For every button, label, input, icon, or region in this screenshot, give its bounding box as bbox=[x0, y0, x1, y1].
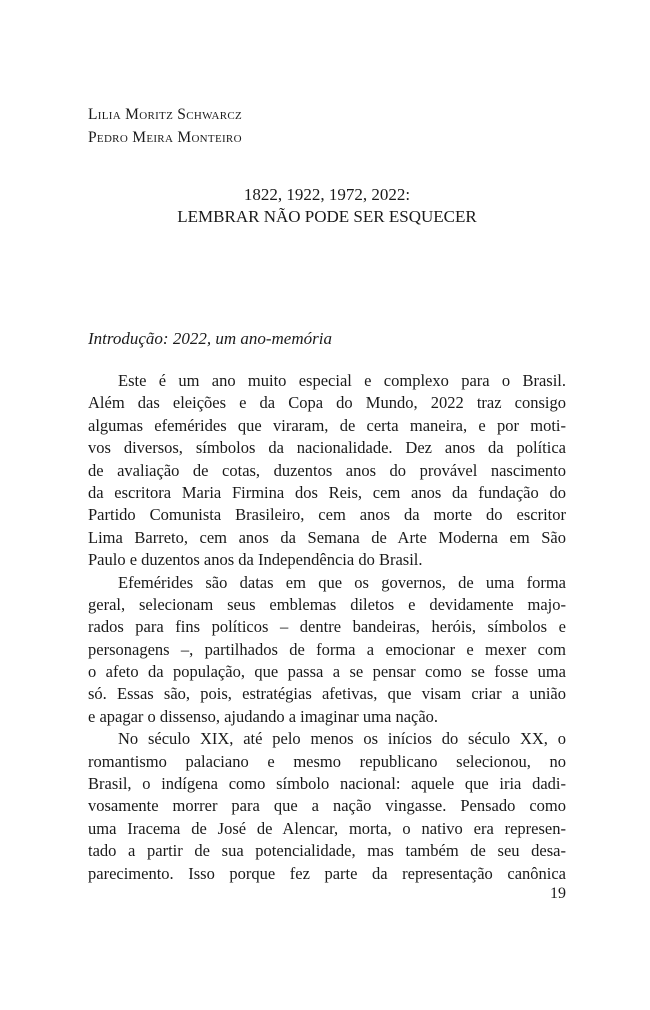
author-names bbox=[88, 103, 568, 149]
text-line: vos diversos, símbolos da nacionalidade. Dez anos da política bbox=[88, 438, 566, 458]
text-line: Lima Barreto, cem anos da Semana de Arte Moderna em São bbox=[88, 527, 566, 547]
author-name: Pedro Meira Monteiro bbox=[88, 129, 242, 146]
text-line: rados para fins políticos – dentre bandeiras, heróis, símbolos e bbox=[88, 617, 566, 637]
paragraph bbox=[88, 572, 566, 729]
paragraph bbox=[88, 728, 566, 885]
text-line: de avaliação de cotas, duzentos anos do provável nascimento bbox=[88, 460, 566, 480]
text-line: o afeto da população, que passa a se pensar como se fosse uma bbox=[88, 662, 566, 682]
text-line: só. Essas são, pois, estratégias afetivas, que visam criar a união bbox=[88, 684, 566, 704]
text-line: No século XIX, até pelo menos os inícios do século XX, o bbox=[118, 729, 566, 749]
text-line: e apagar o dissenso, ajudando a imaginar uma nação. bbox=[88, 706, 439, 726]
page-number: 19 bbox=[550, 885, 566, 902]
text-line: Brasil, o indígena como símbolo nacional: aquele que iria dadi- bbox=[88, 774, 566, 794]
paragraph bbox=[88, 370, 566, 572]
text-line: parecimento. Isso porque fez parte da representação canônica bbox=[88, 863, 566, 883]
text-line: da escritora Maria Firmina dos Reis, cem anos da fundação do bbox=[88, 482, 566, 502]
text-line: geral, selecionam seus emblemas diletos e devidamente majo- bbox=[88, 594, 566, 614]
text-line: Este é um ano muito especial e complexo para o Brasil. bbox=[118, 371, 566, 390]
body-text bbox=[88, 370, 566, 885]
text-line: Além das eleições e da Copa do Mundo, 2022 traz consigo bbox=[88, 393, 566, 413]
text-line: romantismo palaciano e mesmo republicano selecionou, no bbox=[88, 751, 566, 771]
chapter-title-line: LEMBRAR NÃO PODE SER ESQUECER bbox=[177, 207, 477, 226]
chapter-title bbox=[88, 184, 566, 228]
text-line: Paulo e duzentos anos da Independência do Brasil. bbox=[88, 550, 423, 570]
text-line: Efemérides são datas em que os governos, de uma forma bbox=[118, 572, 566, 592]
section-heading: Introdução: 2022, um ano-memória bbox=[88, 329, 332, 348]
text-line: Partido Comunista Brasileiro, cem anos da morte do escritor bbox=[88, 505, 566, 525]
text-line: tado a partir de sua potencialidade, mas também de seu desa- bbox=[88, 841, 566, 861]
text-line: uma Iracema de José de Alencar, morta, o nativo era represen- bbox=[88, 818, 566, 838]
text-line: personagens –, partilhados de forma a emocionar e mexer com bbox=[88, 639, 566, 659]
chapter-title-line: 1822, 1922, 1972, 2022: bbox=[243, 185, 411, 204]
text-line: vosamente morrer para que a nação vingasse. Pensado como bbox=[88, 796, 566, 816]
text-line: algumas efemérides que viraram, de certa maneira, e por moti- bbox=[88, 415, 566, 435]
author-name: Lilia Moritz Schwarcz bbox=[88, 106, 243, 123]
